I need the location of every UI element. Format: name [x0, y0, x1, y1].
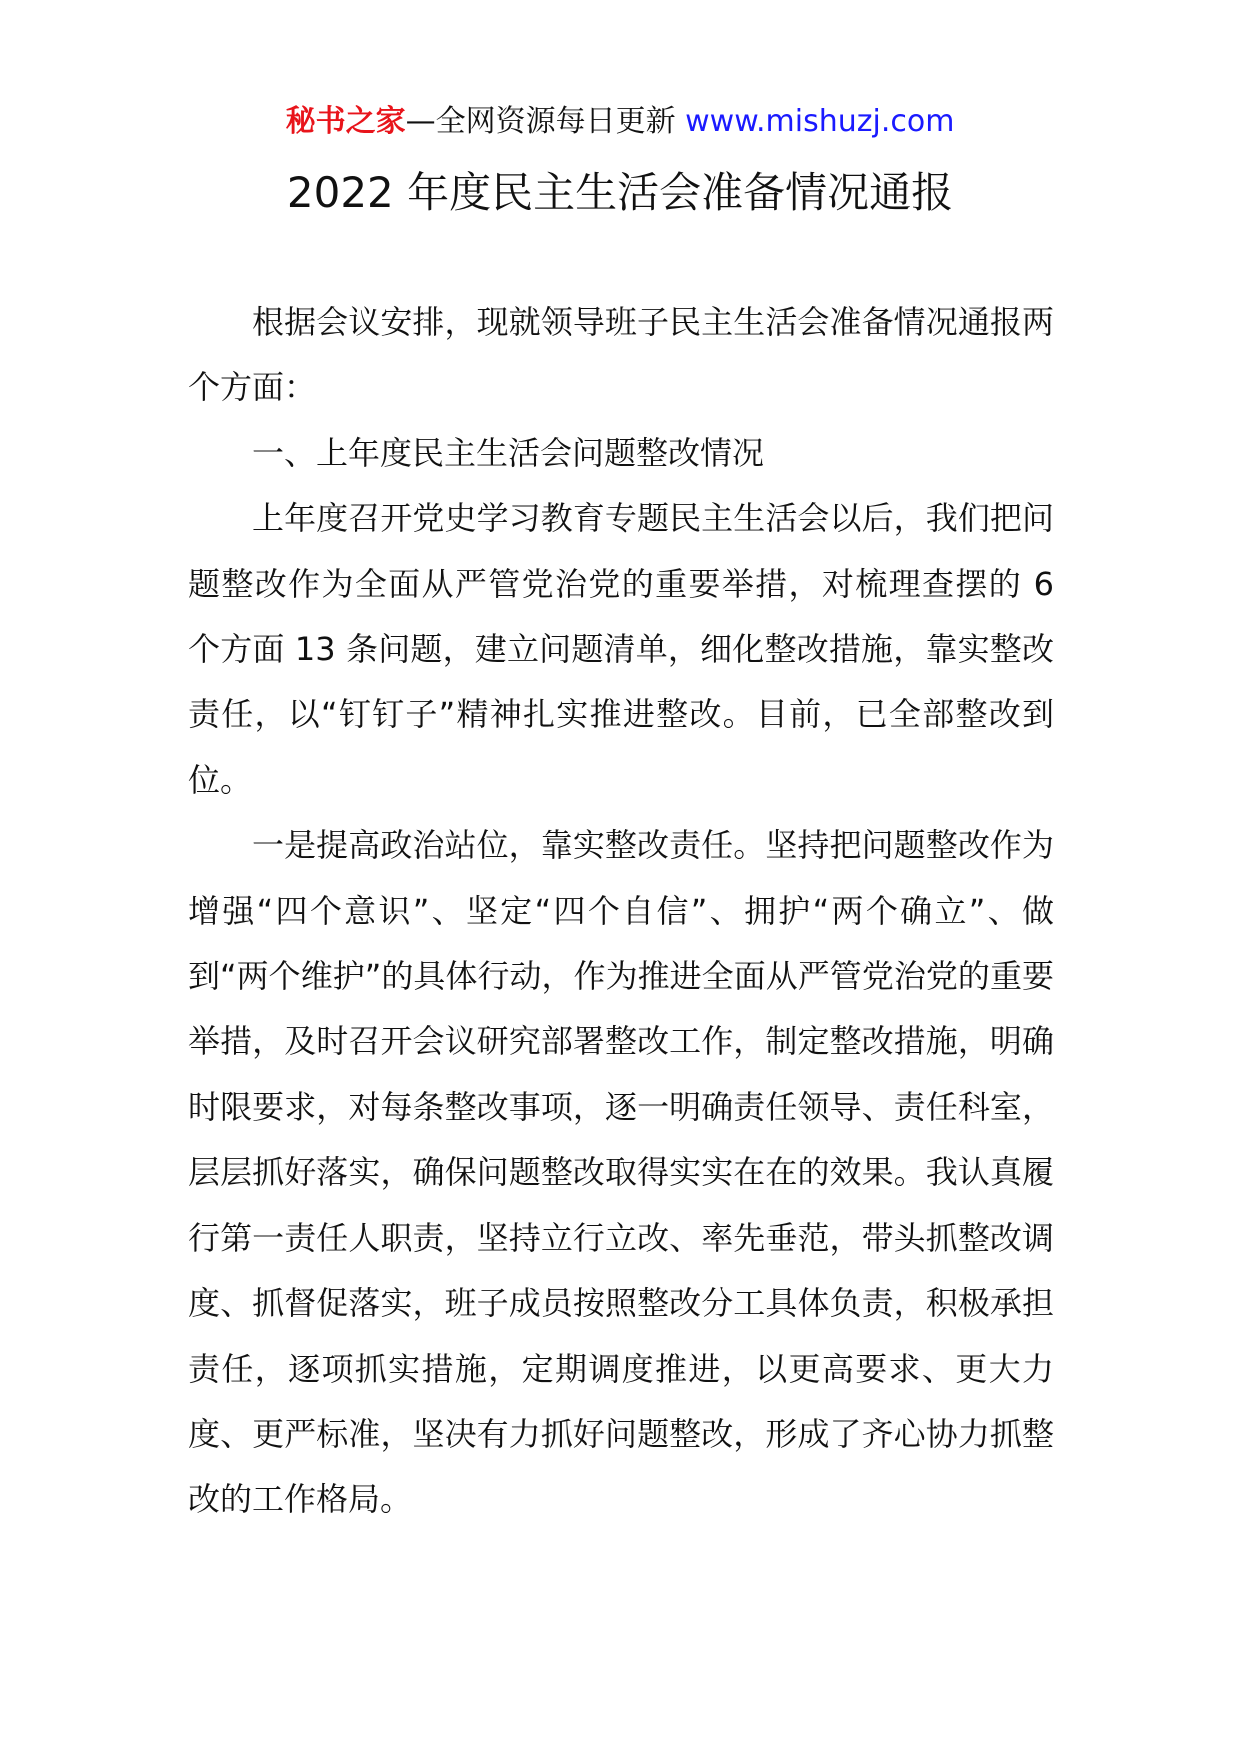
document-body: [188, 290, 1054, 1533]
paragraph-intro: 根据会议安排，现就领导班子民主生活会准备情况通报两个方面：: [188, 303, 1054, 407]
section-heading-1: 一、上年度民主生活会问题整改情况: [252, 433, 765, 472]
paragraph-rectification-summary: 上年度召开党史学习教育专题民主生活会以后，我们把问题整改作为全面从严管党治党的重要举措，对梳理查摆的 6 个方面 13 条问题，建立问题清单，细化整改措施，靠实整改责任，以“钉钉子”精神扎实推进整改。目前，已全部整改到位。: [188, 499, 1054, 799]
header-tagline: —全网资源每日更新: [405, 104, 686, 139]
paragraph-political-stance: 一是提高政治站位，靠实整改责任。坚持把问题整改作为增强“四个意识”、坚定“四个自信”、拥护“两个确立”、做到“两个维护”的具体行动，作为推进全面从严管党治党的重要举措，及时召开会议研究部署整改工作，制定整改措施，明确时限要求，对每条整改事项，逐一明确责任领导、责任科室，层层抓好落实，确保问题整改取得实实在在的效果。我认真履行第一责任人职责，坚持立行立改、率先垂范，带头抓整改调度、抓督促落实，班子成员按照整改分工具体负责，积极承担责任，逐项抓实措施，定期调度推进，以更高要求、更大力度、更严标准，坚决有力抓好问题整改，形成了齐心协力抓整改的工作格局。: [188, 826, 1054, 1519]
brand-name: 秘书之家: [285, 104, 406, 139]
document-title: 2022 年度民主生活会准备情况通报: [286, 168, 954, 217]
site-url-link[interactable]: www.mishuzj.com: [685, 104, 955, 139]
site-header: [0, 100, 1240, 144]
